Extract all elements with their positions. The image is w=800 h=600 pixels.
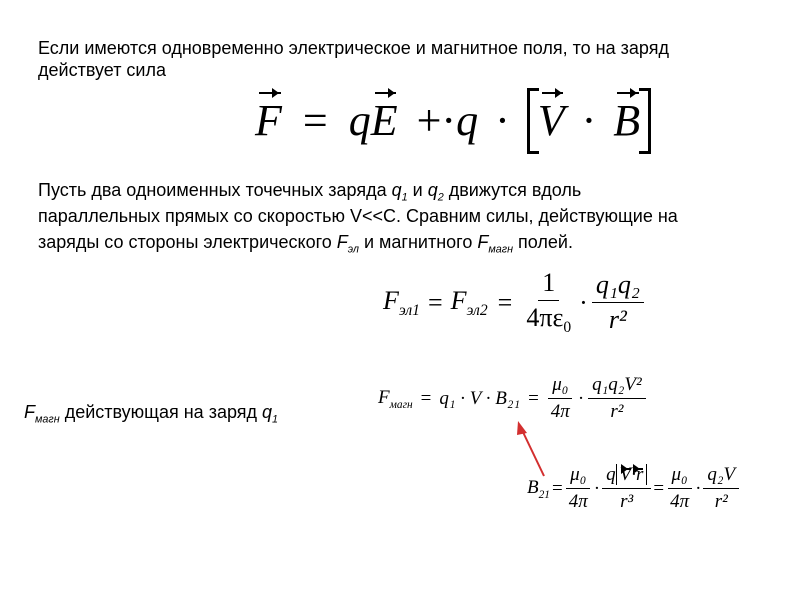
charge-q2: $q_2$: [427, 180, 444, 204]
fraction-denominator: r²: [714, 491, 728, 512]
force-magnetic-label: $F_{магн}$: [24, 402, 60, 426]
intro-line-1: Если имеются одновременно электрическое и магнитное поля, то на заряд: [38, 38, 669, 58]
vector-V: V: [538, 88, 565, 154]
intro-line-2: действует сила: [38, 60, 167, 80]
paragraph-text-end: движутся вдоль: [443, 180, 582, 200]
field-b21: $B_{21}$: [527, 476, 550, 501]
fraction-denominator: r²: [610, 401, 624, 422]
paragraph-line-3: [38, 231, 573, 261]
charge-q-2: q: [456, 96, 479, 145]
formula-coulomb: [383, 268, 644, 337]
fraction-numerator: q₁q₂V²: [588, 374, 646, 399]
dot-operator: ·: [579, 287, 588, 317]
fraction-denominator: 4π: [550, 401, 570, 422]
force-electric: $F_{эл}$: [336, 232, 359, 256]
fraction-numerator: μ₀: [566, 464, 590, 489]
fraction-numerator: q V·r: [602, 464, 651, 489]
fraction-denominator: 4π: [568, 491, 588, 512]
equals-sign: =: [420, 387, 432, 409]
label-text: действующая на заряд: [59, 402, 263, 422]
dot-operator: ·: [577, 387, 585, 409]
paragraph-text-mid: и магнитного: [358, 232, 478, 252]
fraction-mu0-4pi: [565, 464, 592, 513]
formula-magnetic-force: [378, 374, 646, 423]
fraction-denominator: 4π: [670, 491, 690, 512]
force-magnetic: $F_{магн}$: [477, 232, 514, 256]
charge-q1: $q_1$: [391, 180, 408, 204]
fraction-charges-velocity: [588, 374, 646, 423]
charge-q: q: [348, 96, 371, 145]
vector-E: E: [371, 88, 398, 154]
vector-B: B: [613, 88, 640, 154]
fraction-denominator: r³: [620, 491, 634, 512]
equals-sign-2: =: [653, 477, 665, 499]
formula-b21: [527, 464, 739, 513]
formula-lorentz-force: [255, 88, 651, 154]
equals-sign-2: =: [497, 287, 513, 317]
fraction-numerator: μ₀: [668, 464, 692, 489]
fraction-q2v-r2: [703, 464, 739, 513]
fraction-charges: [592, 270, 644, 335]
dot-operator: ·: [495, 96, 510, 145]
label-fmag-acting: [24, 401, 278, 431]
fraction-numerator: μ₀: [548, 374, 572, 399]
dot-operator-2: ·: [581, 96, 597, 145]
plus-dot: +·: [416, 96, 457, 145]
fraction-coulomb-constant: [522, 268, 575, 337]
equals-sign: =: [427, 287, 443, 317]
fraction-cross-product: [602, 464, 651, 513]
force-el1: $F_{эл1}$: [383, 285, 420, 319]
paragraph-line-2: параллельных прямых со скоростью V<<C. Сравним силы, действующие на: [38, 206, 678, 226]
fraction-mu0-4pi-2: [666, 464, 693, 513]
force-magn: $F_{магн}$: [378, 386, 413, 411]
paragraph-text-and: и: [407, 180, 428, 200]
fraction-denominator: r²: [608, 305, 627, 335]
paragraph-text: заряды со стороны электрического: [38, 232, 337, 252]
fraction-numerator: q₁q₂: [592, 270, 644, 303]
paragraph-text: Пусть два одноименных точечных заряда: [38, 180, 392, 200]
dot-operator: ·: [593, 477, 601, 499]
fraction-mu0-4pi: [547, 374, 574, 423]
equals-sign-2: =: [528, 387, 539, 409]
force-el2: $F_{эл2}$: [450, 285, 488, 319]
bracket-group: [527, 88, 651, 154]
equals-sign: =: [552, 477, 563, 499]
charge-q1-label: $q_1$: [262, 402, 279, 426]
fraction-denominator: $4\pi\varepsilon_0$: [526, 303, 572, 337]
fraction-numerator: q₂V: [703, 464, 739, 489]
rhs-q1-v-b21: q₁ · V · B₂₁: [439, 387, 521, 409]
dot-operator-2: ·: [695, 477, 702, 499]
fraction-numerator: 1: [538, 268, 559, 301]
paragraph-text-end: полей.: [513, 232, 573, 252]
vector-F: F: [255, 88, 282, 154]
equals-sign: =: [302, 96, 328, 145]
